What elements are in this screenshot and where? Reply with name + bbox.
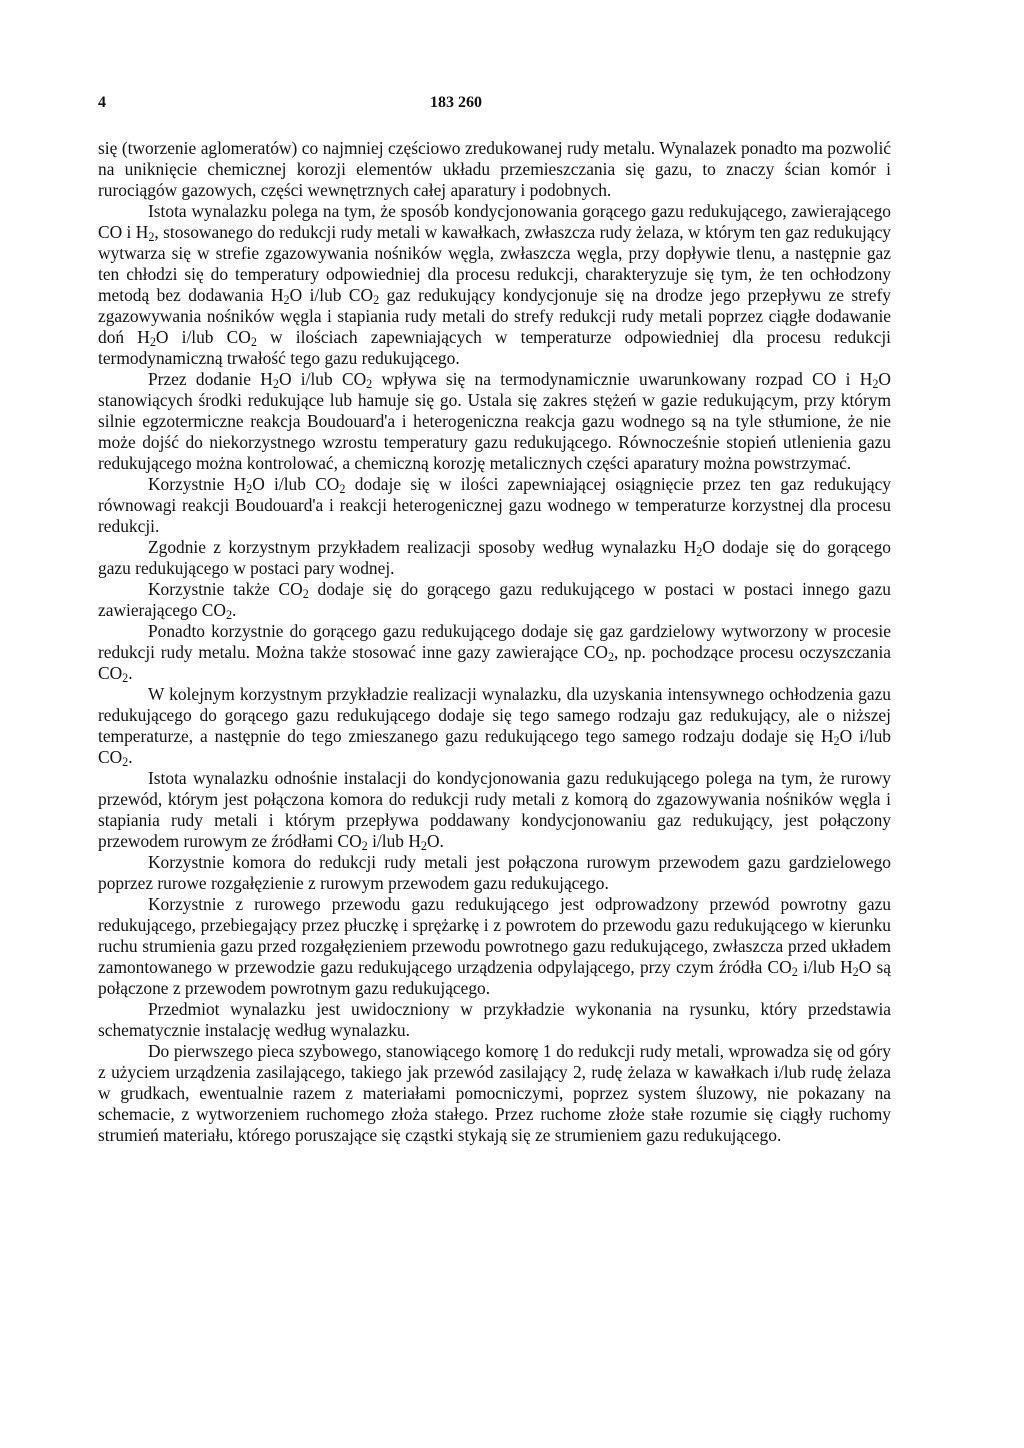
paragraph: Do pierwszego pieca szybowego, stanowiącego komorę 1 do redukcji rudy metali, wprowadza się od góry z użyciem urządzenia zasilającego, takiego jak przewód zasilający 2, rudę żelaza w kawałkach i/lub rudę żelaza w grudkach, ewentualnie razem z materiałami pomocniczymi, poprzez system śluzowy, nie pokazany na schemacie, z wytworzeniem ruchomego złoża stałego. Przez ruchome złoże stałe rozumie się ciągły ruchomy strumień materiału, którego poruszające się cząstki stykają się ze strumieniem gazu redukującego. <box>98 1041 891 1145</box>
paragraph: Korzystnie z rurowego przewodu gazu redukującego jest odprowadzony przewód powrotny gazu redukującego, przebiegający przez płuczkę i sprężarkę i z powrotem do przewodu gazu redukującego w kierunku ruchu strumienia gazu przed rozgałęzieniem przewodu powrotnego gazu redukującego, zwłaszcza przed układem zamontowanego w przewodzie gazu redukującego urządzenia odpylającego, przy czym źródła $CO_2$ i/lub $H_2O$ są połączone z przewodem powrotnym gazu redukującego. <box>98 894 891 998</box>
paragraph: się (tworzenie aglomeratów) co najmniej częściowo zredukowanej rudy metalu. Wynalazek ponadto ma pozwolić na uniknięcie chemicznej korozji elementów układu przemieszczania się gazu, to znaczy ścian komór i rurociągów gazowych, części wewnętrznych całej aparatury i podobnych. <box>98 138 891 200</box>
document-body <box>98 138 891 1146</box>
paragraph: Korzystnie także $CO_2$ dodaje się do gorącego gazu redukującego w postaci w postaci innego gazu zawierającego $CO_2$. <box>98 579 892 623</box>
paragraph: Istota wynalazku polega na tym, że sposób kondycjonowania gorącego gazu redukującego, zawierającego CO i $H_2$, stosowanego do redukcji rudy metali w kawałkach, zwłaszcza rudy żelaza, w którym ten gaz redukujący wytwarza się w strefie zgazowywania nośników węgla, zwłaszcza węgla, przy dopływie tlenu, a następnie gaz ten chłodzi się do temperatury odpowiedniej dla procesu redukcji, charakteryzuje się tym, że ten ochłodzony metodą bez dodawania $H_2O$ i/lub $CO_2$ gaz redukujący kondycjonuje się na drodze jego przepływu ze strefy zgazowywania nośników węgla i stapiania rudy metali do strefy redukcji rudy metali poprzez ciągłe dodawanie doń $H_2O$ i/lub $CO_2$ w ilościach zapewniających w temperaturze odpowiedniej dla procesu redukcji termodynamiczną trwałość tego gazu redukującego. <box>98 201 892 368</box>
paragraph: Przedmiot wynalazku jest uwidoczniony w przykładzie wykonania na rysunku, który przedstawia schematycznie instalację według wynalazku. <box>98 999 891 1040</box>
patent-number: 183 260 <box>430 94 482 111</box>
paragraph: Ponadto korzystnie do gorącego gazu redukującego dodaje się gaz gardzielowy wytworzony w procesie redukcji rudy metalu. Można także stosować inne gazy zawierające $CO_2$, np. pochodzące procesu oczyszczania $CO_2$. <box>98 621 891 686</box>
page-number: 4 <box>98 94 106 111</box>
paragraph: Korzystnie komora do redukcji rudy metali jest połączona rurowym przewodem gazu gardzielowego poprzez rurowe rozgałęzienie z rurowym przewodem gazu redukującego. <box>98 852 891 893</box>
paragraph: Przez dodanie $H_2O$ i/lub $CO_2$ wpływa się na termodynamicznie uwarunkowany rozpad CO i $H_2O$ stanowiących środki redukujące lub hamuje się go. Ustala się zakres stężeń w gazie redukującym, przy którym silnie egzotermiczne reakcja Boudouard'a i heterogeniczna reakcja gazu wodnego są na tyle stłumione, że nie może dojść do niekorzystnego wzrostu temperatury gazu redukującego. Równocześnie stopień utlenienia gazu redukującego można kontrolować, a chemiczną korozję metalicznych części aparatury można powstrzymać. <box>98 369 891 473</box>
page-header <box>98 92 891 122</box>
paragraph: Korzystnie $H_2O$ i/lub $CO_2$ dodaje się w ilości zapewniającej osiągnięcie przez ten gaz redukujący równowagi reakcji Boudouard'a i reakcji heterogenicznej gazu wodnego w temperaturze korzystnej dla procesu redukcji. <box>98 474 891 536</box>
paragraph: Istota wynalazku odnośnie instalacji do kondycjonowania gazu redukującego polega na tym, że rurowy przewód, którym jest połączona komora do redukcji rudy metali z komorą do zgazowywania nośników węgla i stapiania rudy metali i którym przepływa poddawany kondycjonowaniu gaz redukujący, jest połączony przewodem rurowym ze źródłami $CO_2$ i/lub $H_2O$. <box>98 768 891 854</box>
document-page <box>98 92 891 1146</box>
paragraph: W kolejnym korzystnym przykładzie realizacji wynalazku, dla uzyskania intensywnego ochłodzenia gazu redukującego do gorącego gazu redukującego dodaje się tego samego rodzaju gaz redukujący, ale o niższej temperaturze, a następnie do tego zmieszanego gazu redukującego tego samego rodzaju dodaje się $H_2O$ i/lub $CO_2$. <box>98 684 891 770</box>
paragraph: Zgodnie z korzystnym przykładem realizacji sposoby według wynalazku $H_2O$ dodaje się do gorącego gazu redukującego w postaci pary wodnej. <box>98 537 891 578</box>
